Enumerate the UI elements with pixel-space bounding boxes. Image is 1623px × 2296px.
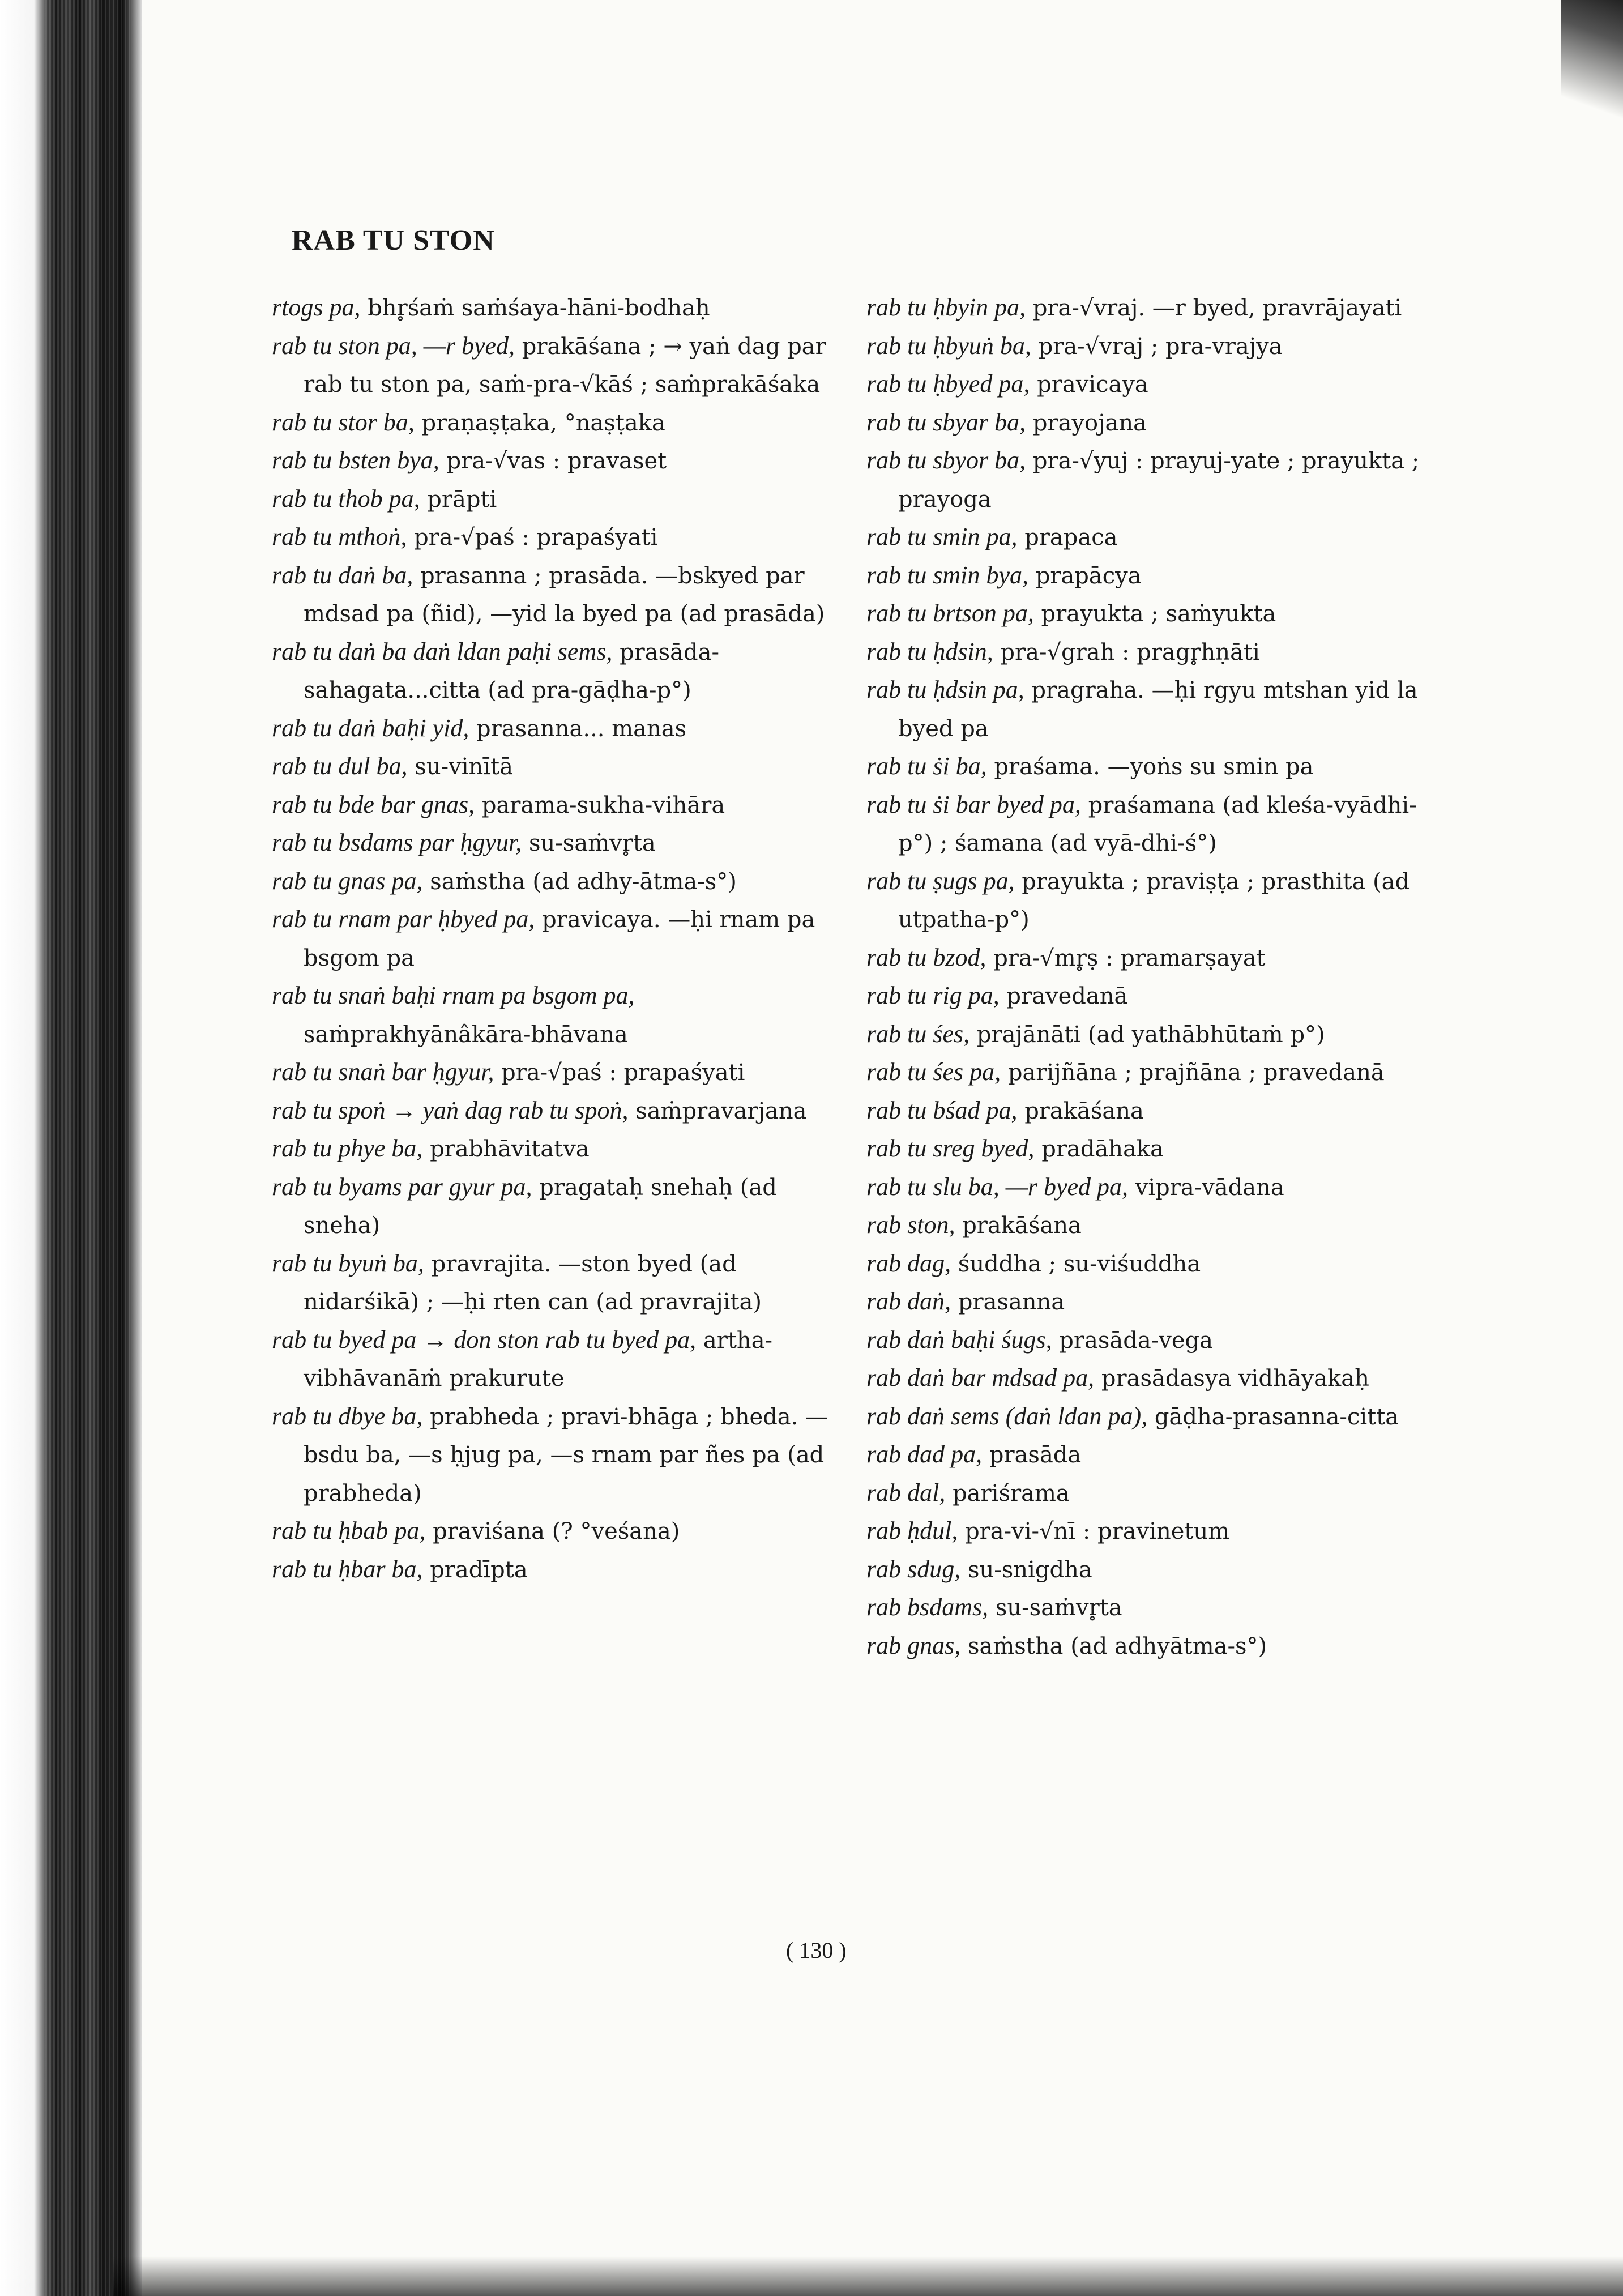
tibetan-headword: rab tu smin bya, — [866, 561, 1028, 589]
dictionary-entry — [866, 939, 1438, 978]
tibetan-headword: rab tu byed pa → don ston rab tu byed pa, — [272, 1325, 697, 1354]
dictionary-entry — [272, 824, 838, 863]
sanskrit-equivalent: praśamana (ad kleśa-vyādhi-p°) ; śamana (ad vyā-dhi-ś°) — [898, 792, 1417, 856]
tibetan-headword: rtogs pa, — [272, 293, 361, 321]
dictionary-entry — [866, 863, 1438, 939]
sanskrit-equivalent: pra-√paś : prapaśyati — [407, 524, 658, 550]
right-column — [866, 289, 1438, 1665]
sanskrit-equivalent: pradīpta — [422, 1556, 528, 1583]
dictionary-entry — [866, 1436, 1438, 1474]
page-bottom-shadow — [113, 2256, 1623, 2296]
dictionary-entry — [272, 480, 838, 519]
tibetan-headword: rab tu ḥbyuṅ ba, — [866, 331, 1031, 360]
sanskrit-equivalent: pra-√paś : prapaśyati — [494, 1060, 745, 1086]
sanskrit-equivalent: pradāhaka — [1034, 1136, 1164, 1162]
tibetan-headword: rab tu bzod, — [866, 943, 986, 971]
dictionary-entry — [866, 365, 1438, 404]
sanskrit-equivalent: pra-√vas : pravaset — [439, 448, 667, 474]
tibetan-headword: rab tu ṡi ba, — [866, 752, 987, 780]
dictionary-entry — [272, 518, 838, 557]
sanskrit-equivalent: pra-√mr̥ṣ : pramarṣayat — [986, 945, 1266, 971]
sanskrit-equivalent: prayukta ; praviṣṭa ; prasthita (ad utpatha-p°) — [898, 868, 1410, 933]
tibetan-headword: rab bsdams, — [866, 1593, 989, 1621]
tibetan-headword: rab tu mthoṅ, — [272, 523, 407, 550]
tibetan-headword: rab tu ḥbyed pa, — [866, 370, 1030, 398]
tibetan-headword: rab tu ḥbab pa, — [272, 1517, 426, 1544]
tibetan-headword: rab tu bde bar gnas, — [272, 790, 475, 818]
sanskrit-equivalent: saṁpravarjana — [628, 1098, 807, 1124]
dictionary-entry — [272, 863, 838, 901]
tibetan-headword: rab tu ḥbar ba, — [272, 1555, 423, 1583]
sanskrit-equivalent: pragataḥ snehaḥ (ad sneha) — [304, 1174, 777, 1239]
tibetan-headword: rab tu daṅ ba, — [272, 561, 413, 589]
sanskrit-equivalent: prakāśana — [955, 1213, 1082, 1239]
sanskrit-equivalent: parama-sukha-vihāra — [475, 792, 725, 818]
sanskrit-equivalent: prayojana — [1026, 409, 1147, 436]
sanskrit-equivalent: saṁstha (ad adhyātma-s°) — [960, 1633, 1267, 1659]
tibetan-headword: rab tu daṅ baḥi yid, — [272, 714, 469, 742]
dictionary-entry — [866, 1015, 1438, 1054]
tibetan-headword: rab tu bśad pa, — [866, 1096, 1018, 1124]
dictionary-entry — [272, 1092, 838, 1130]
dictionary-entry — [866, 557, 1438, 595]
tibetan-headword: rab dag, — [866, 1249, 951, 1277]
sanskrit-equivalent: prabhāvitatva — [422, 1136, 590, 1162]
tibetan-headword: rab tu ḥdsin, — [866, 637, 993, 665]
tibetan-headword: rab tu ṡi bar byed pa, — [866, 790, 1081, 818]
sanskrit-equivalent: prasādasya vidhāyakaḥ — [1094, 1365, 1369, 1392]
dictionary-entry — [272, 442, 838, 480]
tibetan-headword: rab tu dbye ba, — [272, 1402, 423, 1430]
tibetan-headword: rab tu rnam par ḥbyed pa, — [272, 905, 535, 933]
sanskrit-equivalent: pragraha. —ḥi rgyu mtshan yid la byed pa — [898, 677, 1418, 742]
dictionary-entry — [272, 1053, 838, 1092]
sanskrit-equivalent: pravrajita. —ston byed (ad nidarśikā) ; —ḥi rten can (ad pravrajita) — [304, 1251, 762, 1315]
dictionary-entry — [866, 404, 1438, 442]
dictionary-entry — [272, 901, 838, 977]
page-number: ( 130 ) — [786, 1937, 847, 1963]
sanskrit-equivalent: vipra-vādana — [1128, 1174, 1284, 1201]
dictionary-entry — [866, 1130, 1438, 1168]
tibetan-headword: rab ston, — [866, 1211, 955, 1239]
sanskrit-equivalent: pra-√grah : pragr̥hṇāti — [993, 639, 1260, 665]
dictionary-entry — [866, 1551, 1438, 1589]
dictionary-entry — [866, 1092, 1438, 1130]
sanskrit-equivalent: prabheda ; pravi-bhāga ; bheda. —bsdu ba, —s ḥjug pa, —s rnam par ñes pa (ad prabheda) — [304, 1403, 828, 1507]
tibetan-headword: rab tu slu ba, —r byed pa, — [866, 1172, 1128, 1201]
dictionary-entry — [272, 710, 838, 748]
dictionary-entry — [272, 1551, 838, 1589]
dictionary-entry — [866, 1206, 1438, 1245]
tibetan-headword: rab tu dul ba, — [272, 752, 408, 780]
sanskrit-equivalent: prasanna... manas — [469, 715, 687, 742]
tibetan-headword: rab daṅ baḥi śugs, — [866, 1325, 1052, 1354]
sanskrit-equivalent: prakāśana — [1017, 1098, 1144, 1124]
sanskrit-equivalent: prāpti — [420, 486, 497, 513]
tibetan-headword: rab tu spoṅ → yaṅ dag rab tu spoṅ, — [272, 1096, 629, 1124]
left-column — [272, 289, 838, 1589]
tibetan-headword: rab tu bsten bya, — [272, 446, 439, 474]
dictionary-entry — [272, 977, 838, 1053]
dictionary-entry — [866, 1283, 1438, 1321]
dictionary-entry — [866, 595, 1438, 633]
tibetan-headword: rab tu brtson pa, — [866, 599, 1034, 627]
page-corner-shadow — [1561, 0, 1623, 147]
tibetan-headword: rab tu gnas pa, — [272, 867, 423, 895]
tibetan-headword: rab dal, — [866, 1478, 946, 1507]
dictionary-entry — [866, 518, 1438, 557]
sanskrit-equivalent: pariśrama — [945, 1480, 1070, 1507]
sanskrit-equivalent: su-saṁvr̥ta — [988, 1595, 1122, 1621]
tibetan-headword: rab tu snaṅ baḥi rnam pa bsgom pa, — [272, 981, 635, 1009]
sanskrit-equivalent: praṇaṣṭaka, °naṣṭaka — [414, 409, 665, 436]
tibetan-headword: rab tu śes, — [866, 1019, 970, 1048]
tibetan-headword: rab tu śes pa, — [866, 1058, 1001, 1086]
sanskrit-equivalent: bhr̥śaṁ saṁśaya-hāni-bodhaḥ — [360, 295, 710, 321]
dictionary-entry — [272, 557, 838, 633]
dictionary-entry — [866, 1245, 1438, 1283]
sanskrit-equivalent: prapaca — [1017, 524, 1118, 550]
sanskrit-equivalent: pravedanā — [999, 983, 1128, 1009]
sanskrit-equivalent: pravicaya. —ḥi rnam pa bsgom pa — [304, 907, 815, 971]
sanskrit-equivalent: pravicaya — [1030, 372, 1148, 398]
dictionary-entry — [866, 977, 1438, 1015]
dictionary-entry — [866, 1589, 1438, 1627]
dictionary-entry — [272, 1168, 838, 1245]
sanskrit-equivalent: prasāda — [982, 1442, 1082, 1468]
sanskrit-equivalent: su-saṁvr̥ta — [522, 830, 656, 856]
tibetan-headword: rab daṅ, — [866, 1287, 951, 1315]
sanskrit-equivalent: artha-vibhāvanāṁ prakurute — [304, 1327, 773, 1392]
tibetan-headword: rab tu phye ba, — [272, 1134, 423, 1162]
tibetan-headword: rab tu ṣugs pa, — [866, 867, 1015, 895]
dictionary-entry — [866, 289, 1438, 327]
sanskrit-equivalent: parijñāna ; prajñāna ; pravedanā — [1001, 1060, 1385, 1086]
tibetan-headword: rab tu sbyar ba, — [866, 408, 1026, 436]
tibetan-headword: rab tu snaṅ bar ḥgyur, — [272, 1058, 494, 1086]
tibetan-headword: rab dad pa, — [866, 1440, 983, 1468]
tibetan-headword: rab tu daṅ ba daṅ ldan paḥi sems, — [272, 637, 613, 665]
sanskrit-equivalent: prayukta ; saṁyukta — [1033, 601, 1276, 627]
dictionary-entry — [866, 1053, 1438, 1092]
tibetan-headword: rab daṅ bar mdsad pa, — [866, 1364, 1095, 1392]
dictionary-entry — [272, 786, 838, 825]
dictionary-entry — [866, 748, 1438, 786]
sanskrit-equivalent: prasāda-vega — [1052, 1327, 1213, 1354]
sanskrit-equivalent: prasanna ; prasāda. —bskyed par mdsad pa (ñid), —yid la byed pa (ad prasāda) — [304, 562, 825, 627]
sanskrit-equivalent: pra-√vraj. —r byed, pravrājayati — [1026, 295, 1402, 321]
dictionary-entry — [272, 327, 838, 404]
dictionary-entry — [866, 1627, 1438, 1666]
sanskrit-equivalent: pra-√vraj ; pra-vrajya — [1031, 333, 1283, 360]
dictionary-entry — [272, 1512, 838, 1551]
sanskrit-equivalent: prasāda-sahagata...citta (ad pra-gāḍha-p°) — [304, 639, 719, 703]
sanskrit-equivalent: prakāśana ; → yaṅ dag par rab tu ston pa, saṁ-pra-√kāś ; saṁprakāśaka — [304, 333, 826, 398]
tibetan-headword: rab daṅ sems (daṅ ldan pa), — [866, 1402, 1148, 1430]
tibetan-headword: rab tu sreg byed, — [866, 1134, 1035, 1162]
tibetan-headword: rab tu stor ba, — [272, 408, 415, 436]
dictionary-entry — [272, 1321, 838, 1398]
tibetan-headword: rab tu smin pa, — [866, 523, 1018, 550]
dictionary-entry — [866, 1168, 1438, 1207]
sanskrit-equivalent: prasanna — [951, 1289, 1065, 1315]
tibetan-headword: rab tu ḥbyin pa, — [866, 293, 1026, 321]
dictionary-entry — [272, 404, 838, 442]
dictionary-entry — [866, 327, 1438, 366]
tibetan-headword: rab tu rig pa, — [866, 981, 1000, 1009]
sanskrit-equivalent: praviśana (? °veśana) — [425, 1518, 680, 1544]
sanskrit-equivalent: su-snigdha — [960, 1556, 1092, 1583]
dictionary-entry — [272, 1245, 838, 1321]
sanskrit-equivalent: pra-√yuj : prayuj-yate ; prayukta ; prayoga — [898, 448, 1420, 513]
dictionary-entry — [272, 289, 838, 327]
tibetan-headword: rab tu bsdams par ḥgyur, — [272, 829, 522, 856]
dictionary-entry — [272, 1398, 838, 1513]
dictionary-entry — [866, 1474, 1438, 1513]
tibetan-headword: rab tu ston pa, —r byed, — [272, 331, 515, 360]
tibetan-headword: rab sdug, — [866, 1555, 961, 1583]
dictionary-entry — [866, 1321, 1438, 1360]
tibetan-headword: rab tu byams par gyur pa, — [272, 1172, 532, 1201]
dictionary-entry — [866, 786, 1438, 863]
tibetan-headword: rab ḥdul, — [866, 1517, 958, 1544]
tibetan-headword: rab tu thob pa, — [272, 484, 420, 513]
dictionary-entry — [272, 633, 838, 710]
sanskrit-equivalent: saṁprakhyānâkāra-bhāvana — [304, 1021, 628, 1048]
tibetan-headword: rab tu byuṅ ba, — [272, 1249, 424, 1277]
dictionary-entry — [866, 442, 1438, 518]
dictionary-entry — [866, 1359, 1438, 1398]
sanskrit-equivalent: gāḍha-prasanna-citta — [1147, 1403, 1399, 1430]
running-header: RAB TU STON — [292, 224, 495, 257]
sanskrit-equivalent: prapācya — [1028, 562, 1142, 589]
dictionary-entry — [272, 1130, 838, 1168]
sanskrit-equivalent: pra-vi-√nī : pravinetum — [958, 1518, 1230, 1544]
sanskrit-equivalent: saṁstha (ad adhy-ātma-s°) — [422, 868, 737, 895]
sanskrit-equivalent: prajānāti (ad yathābhūtaṁ p°) — [969, 1021, 1325, 1048]
dictionary-entry — [866, 633, 1438, 672]
tibetan-headword: rab gnas, — [866, 1631, 961, 1659]
dictionary-entry — [866, 1512, 1438, 1551]
dictionary-entry — [272, 748, 838, 786]
tibetan-headword: rab tu ḥdsin pa, — [866, 676, 1024, 703]
dictionary-entry — [866, 671, 1438, 748]
tibetan-headword: rab tu sbyor ba, — [866, 446, 1026, 474]
book-spine-shadow — [0, 0, 142, 2296]
sanskrit-equivalent: śuddha ; su-viśuddha — [951, 1251, 1201, 1277]
sanskrit-equivalent: praśama. —yoṅs su smin pa — [986, 754, 1314, 780]
sanskrit-equivalent: su-vinītā — [407, 754, 513, 780]
dictionary-entry — [866, 1398, 1438, 1436]
